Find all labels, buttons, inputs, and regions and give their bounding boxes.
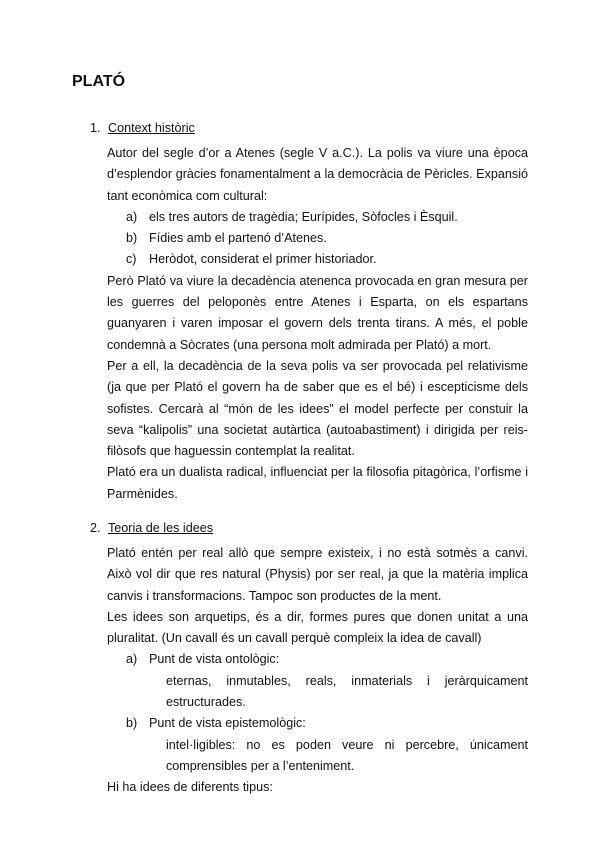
section-body (107, 543, 528, 799)
page-title: PLATÓ (72, 73, 126, 90)
list-label: c) (126, 252, 137, 267)
list (107, 649, 528, 777)
list-label: b) (126, 716, 138, 731)
list-detail: intel·ligibles: no es poden veure ni percebre, únicament comprensibles per a l’enteniment. (166, 737, 528, 773)
section-title: Context històric (108, 121, 195, 135)
paragraph: Plató entén per real allò que sempre existeix, i no està sotmès a canvi. Això vol dir que res natural (Physis) por ser real, ja que la matèria implica canvis i transformacions. Tampoc son productes de la ment. (107, 546, 528, 603)
section-heading (90, 120, 195, 136)
list-item (107, 249, 528, 270)
list-item (107, 228, 528, 249)
list-item (107, 207, 528, 228)
list-text: Heròdot, considerat el primer historiador. (149, 252, 377, 267)
list-label: a) (126, 652, 138, 667)
list (107, 207, 528, 271)
section-title: Teoria de les idees (108, 521, 214, 535)
section-heading (90, 520, 213, 536)
list-text: Fídies amb el partenó d’Atenes. (149, 231, 327, 246)
section-number: 1. (90, 121, 101, 135)
paragraph: Autor del segle d’or a Atenes (segle V a.C.). La polis va viure una època d’esplendor gràcies fonamentalment a la democràcia de Pèricles. Expansió tant econòmica com cultural: (107, 146, 528, 203)
section-body (107, 143, 528, 505)
paragraph: Les idees son arquetips, és a dir, formes pures que donen unitat a una pluralitat. (Un cavall és un cavall perquè compleix la idea de cavall) (107, 609, 528, 646)
paragraph: Plató era un dualista radical, influenciat per la filosofia pitagòrica, l’orfisme i Parmènides. (107, 465, 528, 501)
list-item (107, 649, 528, 713)
paragraph: Per a ell, la decadència de la seva polis va ser provocada pel relativisme (ja que per Plató el govern ha de saber que es el bé) i escepticisme dels sofistes. Cercarà al “món de les idees” el model perfecte per constuir la seva “kalipolis” una societat autàrtica (autoabastiment) i dirigida per reis-filòsofs que haguessin contemplat la realitat. (107, 358, 528, 459)
list-label: a) (126, 209, 138, 224)
list-text: Punt de vista epistemològic: (149, 716, 306, 731)
list-item (107, 713, 528, 777)
list-detail: eternas, inmutables, reals, inmaterials i jeràrquicament estructurades. (166, 673, 528, 710)
section-number: 2. (90, 521, 101, 535)
list-text: Punt de vista ontològic: (149, 652, 280, 667)
list-text: els tres autors de tragèdia; Eurípides, Sòfocles i Èsquil. (149, 209, 458, 224)
paragraph: Hi ha idees de diferents tipus: (107, 780, 273, 795)
paragraph: Però Plató va viure la decadència atenenca provocada en gran mesura per les guerres del peloponès entre Atenes i Esparta, on els espartans guanyaren i varen imposar el govern dels trenta tirans. A més, el poble condemnà a Sòcrates (una persona molt admirada per Plató) a mort. (107, 273, 528, 352)
list-label: b) (126, 231, 138, 246)
